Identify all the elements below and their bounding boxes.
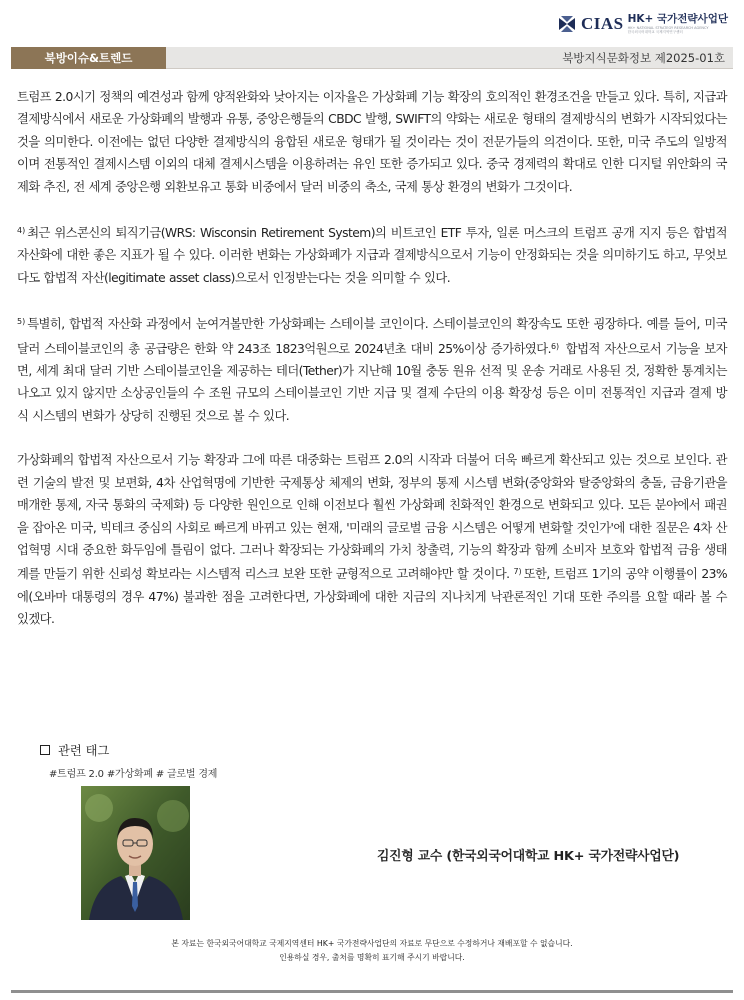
paragraph-1: 트럼프 2.0시기 정책의 예견성과 함께 양적완화와 낮아지는 이자율은 가상화폐 기능 확장의 호의적인 환경조건을 만들고 있다. 특히, 지급과 결제방식에서 새로운 가상화폐의 발행과 유통, 중앙은행들의 CBDC 발행, SWIFT의 약화는 새로운 형태의 결제방식의 변화가 시작되었다는 것을 의미한다. 이전에는 없던 다양한 결제방식의 융합된 새로운 형태가 될 것이라는 것이 전문가들의 의견이다. 또한, 미국 주도의 일방적이며 전통적인 결제시스템 이외의 대체 결제시스템을 이용하려는 유인 또한 증가되고 있다. 중국 경제력의 확대로 인한 디지털 위안화의 국제화 추진, 전 세계 중앙은행 외환보유고 통화 비중에서 달러 비중의 축소, 국제 통상 환경의 변화가 그것이다. — [17, 90, 727, 194]
author-byline: 김진형 교수 (한국외국어대학교 HK+ 국가전략사업단) — [377, 849, 680, 864]
author-photo — [81, 786, 190, 920]
bottom-divider — [11, 990, 733, 993]
footer-notice — [0, 937, 744, 965]
footnote-ref: 4) — [17, 226, 26, 236]
logo-title: HK+ 국가전략사업단 — [627, 13, 728, 25]
tags-title: 관련 태그 — [58, 744, 110, 758]
issue-label: 북방지식문화정보 제2025-01호 — [166, 47, 733, 69]
author-portrait-icon — [81, 786, 190, 920]
brand-logo — [557, 14, 728, 35]
logo-subtitle-ko: 한국외국어대학교 국제지역연구센터 — [627, 30, 683, 34]
related-tags-heading — [40, 741, 109, 759]
paragraph-2: $^{4)}$ 최근 위스콘신의 퇴직기금(WRS: Wisconsin Retirement System)의 비트코인 ETF 투자, 일론 머스크의 트럼프 공개 지지 등은 합법적 자산화에 대한 좋은 지표가 될 수 있다. 이러한 변화는 가상화폐가 지급과 결제방식으로서 기능이 안정화되는 것을 의미하기도 하고, 무엇보다도 합법적 자산(legitimate asset class)으로서 인정받는다는 것을 의미할 수 있다. — [17, 226, 727, 285]
footnote-ref: 6) — [550, 341, 560, 351]
logo-subtitle-en: HK+ NATIONAL STRATEGY RESEARCH AGENCY — [627, 25, 709, 30]
checkbox-bullet-icon — [40, 745, 50, 755]
cias-logo-icon — [557, 14, 577, 34]
footnote-ref: 7) — [513, 567, 522, 577]
tags-list: #트럼프 2.0 #가상화폐 # 글로벌 경제 — [49, 769, 218, 780]
paragraph-4: 가상화폐의 합법적 자산으로서 기능 확장과 그에 따른 대중화는 트럼프 2.0의 시작과 더불어 더욱 빠르게 확산되고 있는 것으로 보인다. 관련 기술의 발전 및 보편화, 4차 산업혁명에 기반한 국제통상 체제의 변화, 정부의 통제 시스템 변화(중앙화와 탈중앙화의 충돌, 금융기관을 매개한 통제, 자국 통화의 국제화) 등 다양한 원인으로 인해 이전보다 훨씬 가상화폐 친화적인 환경으로 변화되고 있다. 모든 분야에서 패권을 잡아온 미국, 빅테크 중심의 사회로 빠르게 바뀌고 있는 현재, '미래의 글로벌 금융 시스템은 어떻게 변화할 것인가'에 대한 질문은 4차 산업혁명 시대 중요한 화두임에 틀림이 없다. 그러나 확장되는 가상화폐의 가치 창출력, 기능의 확장과 함께 소비자 보호와 합법적 금융 생태계를 만들기 위한 신뢰성 확보라는 시스템적 리스크 보완 또한 균형적으로 고려해야만 할 것이다. $^{7)}$ 또한, 트럼프 1기의 공약 이행률이 23%에(오바마 대통령의 경우 47%) 불과한 점을 고려한다면, 가상화폐에 대한 지금의 지나치게 낙관론적인 기대 또한 주의를 요할 때라 볼 수 있겠다. — [17, 453, 727, 627]
paragraph-3: $^{5)}$ 특별히, 합법적 자산화 과정에서 눈여겨볼만한 가상화폐는 스테이블 코인이다. 스테이블코인의 확장속도 또한 굉장하다. 예를 들어, 미국 달러 스테이블코인의 총 공급량은 한화 약 243조 1823억원으로 2024년초 대비 25%이상 증가하였다.$^{6)}$ 합법적 자산으로서 기능을 보자면, 세계 최대 달러 기반 스테이블코인을 제공하는 테더(Tether)가 지난해 10월 충동 원유 선적 및 운송 거래로 사용된 것, 정확한 통계치는 나오고 있지 않지만 소상공인들의 수 조원 규모의 스테이블코인 기반 지급 및 결제 수단의 이용 확장성 등은 이미 전통적인 지급과 결제 방식 시스템의 변화가 상당히 진행된 것으로 볼 수 있다. — [17, 317, 727, 423]
article-body — [17, 86, 727, 653]
section-label: 북방이슈&트렌드 — [11, 47, 166, 69]
footer-line-1: 본 자료는 한국외국어대학교 국제지역센터 HK+ 국가전략사업단의 자료로 무단으로 수정하거나 재배포할 수 없습니다. — [171, 939, 573, 948]
header-bar — [11, 47, 733, 69]
footnote-ref: 5) — [17, 317, 26, 327]
footer-line-2: 인용하실 경우, 출처를 명확히 표기해 주시기 바랍니다. — [279, 953, 465, 962]
logo-wordmark: CIAS — [580, 14, 624, 34]
